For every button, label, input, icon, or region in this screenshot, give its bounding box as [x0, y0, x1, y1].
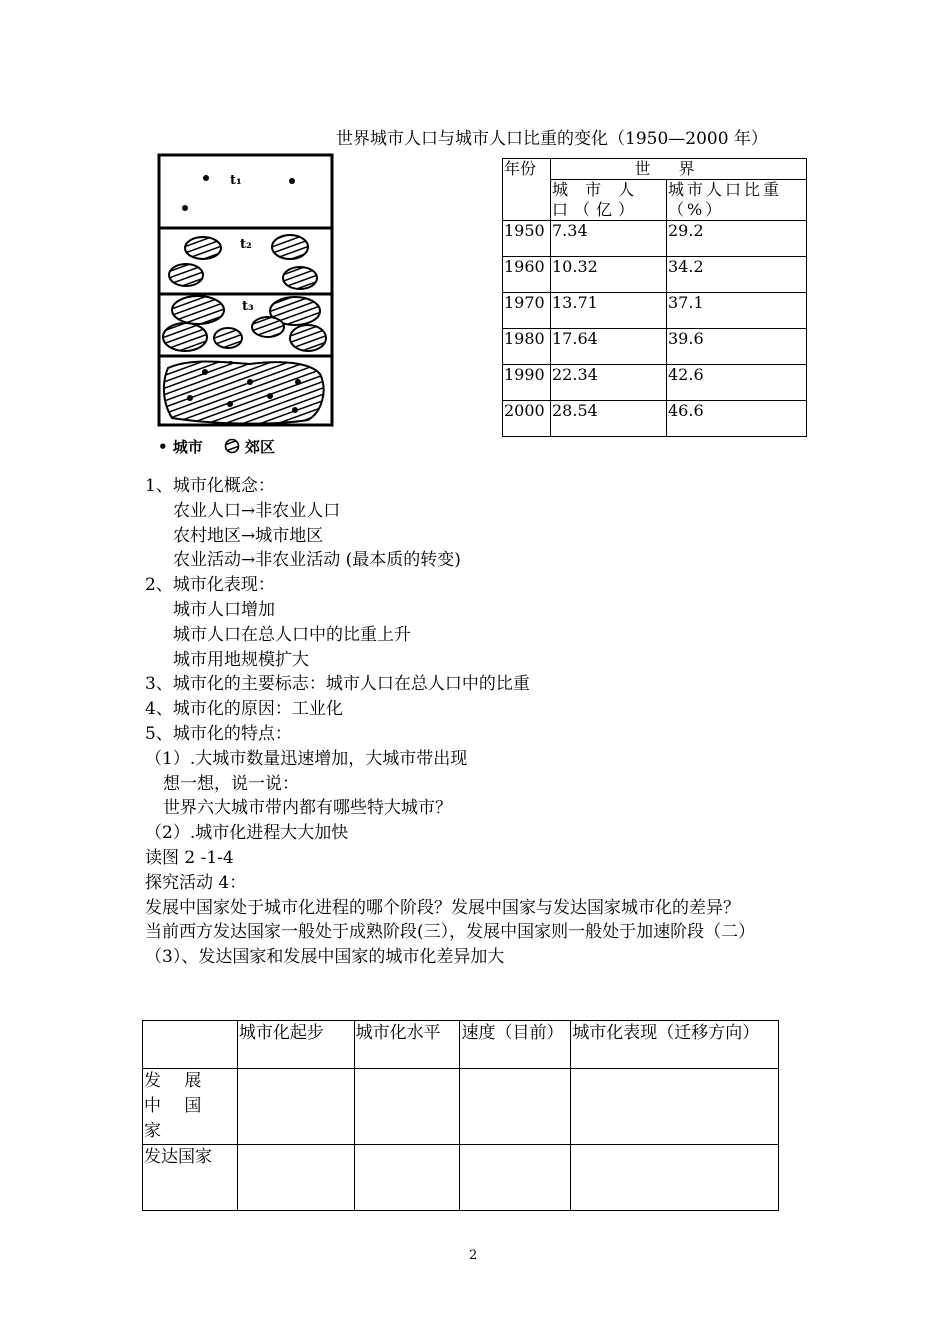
header-year: 年份: [503, 159, 551, 221]
header-cell: 城市化表现（迁移方向）: [571, 1021, 779, 1069]
cell-pop: 7.34: [551, 221, 667, 257]
panel-label-t1: t₁: [230, 173, 242, 188]
cell-pop: 13.71: [551, 293, 667, 329]
header-cell: 城市化起步: [237, 1021, 354, 1069]
cell-pop: 17.64: [551, 329, 667, 365]
list-item: （2）.城市化进程大大加快: [145, 823, 349, 844]
list-item: 城市人口在总人口中的比重上升: [173, 624, 411, 645]
blank-cell[interactable]: [354, 1145, 460, 1211]
blank-cell[interactable]: [354, 1069, 460, 1145]
page-number: 2: [469, 1248, 478, 1263]
table-row: [503, 365, 807, 401]
table-row: [143, 1145, 779, 1211]
table-row: [503, 329, 807, 365]
table-header-row: [143, 1021, 779, 1069]
cell-year: 1970: [503, 293, 551, 329]
cell-pop: 10.32: [551, 257, 667, 293]
cell-pop: 28.54: [551, 401, 667, 437]
row-label-developing: 发 展 中 国家: [143, 1069, 238, 1145]
urbanization-stages-figure: [150, 150, 340, 460]
legend-suburb: 郊区: [244, 438, 275, 456]
cell-ratio: 34.2: [667, 257, 807, 293]
section-heading: 5、城市化的特点：: [145, 723, 292, 744]
table-row: [143, 1069, 779, 1145]
panel-label-t2: t₂: [240, 237, 252, 252]
lesson-content: [145, 474, 815, 970]
urbanization-diagram: [150, 150, 340, 440]
activity-heading: 探究活动 4：: [145, 872, 247, 893]
activity-question: 发展中国家处于城市化进程的哪个阶段？发展中国家与发达国家城市化的差异？: [145, 897, 740, 918]
list-item: 农业活动→非农业活动 (最本质的转变): [173, 550, 461, 571]
read-figure-note: 读图 2 -1-4: [145, 847, 234, 868]
cell-ratio: 39.6: [667, 329, 807, 365]
cell-pop: 22.34: [551, 365, 667, 401]
list-item: 城市用地规模扩大: [173, 649, 309, 670]
world-urban-population-table: [502, 158, 807, 437]
figure-title: 世界城市人口与城市人口比重的变化（1950—2000 年）: [336, 129, 768, 149]
list-item: 农业人口→非农业人口: [173, 500, 341, 521]
header-urban-ratio: 城市人口比重（%）: [667, 180, 807, 221]
header-urban-pop: 城 市 人 口（亿）: [551, 180, 667, 221]
cell-ratio: 37.1: [667, 293, 807, 329]
header-cell-empty: [143, 1021, 238, 1069]
list-item: 农村地区→城市地区: [173, 525, 324, 546]
blank-cell[interactable]: [571, 1069, 779, 1145]
cell-year: 2000: [503, 401, 551, 437]
think-question: 世界六大城市带内都有哪些特大城市？: [163, 798, 452, 819]
header-cell: 速度（目前）: [460, 1021, 571, 1069]
row-label-developed: 发达国家: [143, 1145, 238, 1211]
cell-ratio: 29.2: [667, 221, 807, 257]
blank-cell[interactable]: [460, 1069, 571, 1145]
table-row: [503, 221, 807, 257]
section-heading: 1、城市化概念：: [145, 476, 275, 496]
table-row: [503, 401, 807, 437]
blank-cell[interactable]: [460, 1145, 571, 1211]
cell-year: 1960: [503, 257, 551, 293]
cell-year: 1980: [503, 329, 551, 365]
header-cell: 城市化水平: [354, 1021, 460, 1069]
legend-city: • 城市: [158, 438, 203, 456]
cell-ratio: 42.6: [667, 365, 807, 401]
blank-cell[interactable]: [571, 1145, 779, 1211]
cell-ratio: 46.6: [667, 401, 807, 437]
figure-legend: [158, 436, 275, 457]
panel-label-t3: t₃: [242, 299, 254, 314]
section-heading: 4、城市化的原因：工业化: [145, 699, 343, 720]
list-item: 城市人口增加: [173, 599, 275, 620]
cell-year: 1990: [503, 365, 551, 401]
section-heading: 2、城市化表现：: [145, 575, 275, 596]
urbanization-comparison-table: [142, 1020, 779, 1211]
header-world: 世界: [551, 159, 807, 180]
cell-year: 1950: [503, 221, 551, 257]
suburb-hatch-icon: [224, 438, 240, 454]
table-row: [503, 293, 807, 329]
section-heading: 3、城市化的主要标志：城市人口在总人口中的比重: [145, 674, 530, 695]
think-prompt: 想一想，说一说：: [163, 773, 299, 794]
list-item: （3）、发达国家和发展中国家的城市化差异加大: [145, 947, 505, 968]
activity-answer: 当前西方发达国家一般处于成熟阶段(三），发展中国家则一般处于加速阶段（二）: [145, 922, 756, 943]
table-row: [503, 257, 807, 293]
blank-cell[interactable]: [237, 1069, 354, 1145]
blank-cell[interactable]: [237, 1145, 354, 1211]
list-item: （1）.大城市数量迅速增加，大城市带出现: [145, 748, 468, 769]
